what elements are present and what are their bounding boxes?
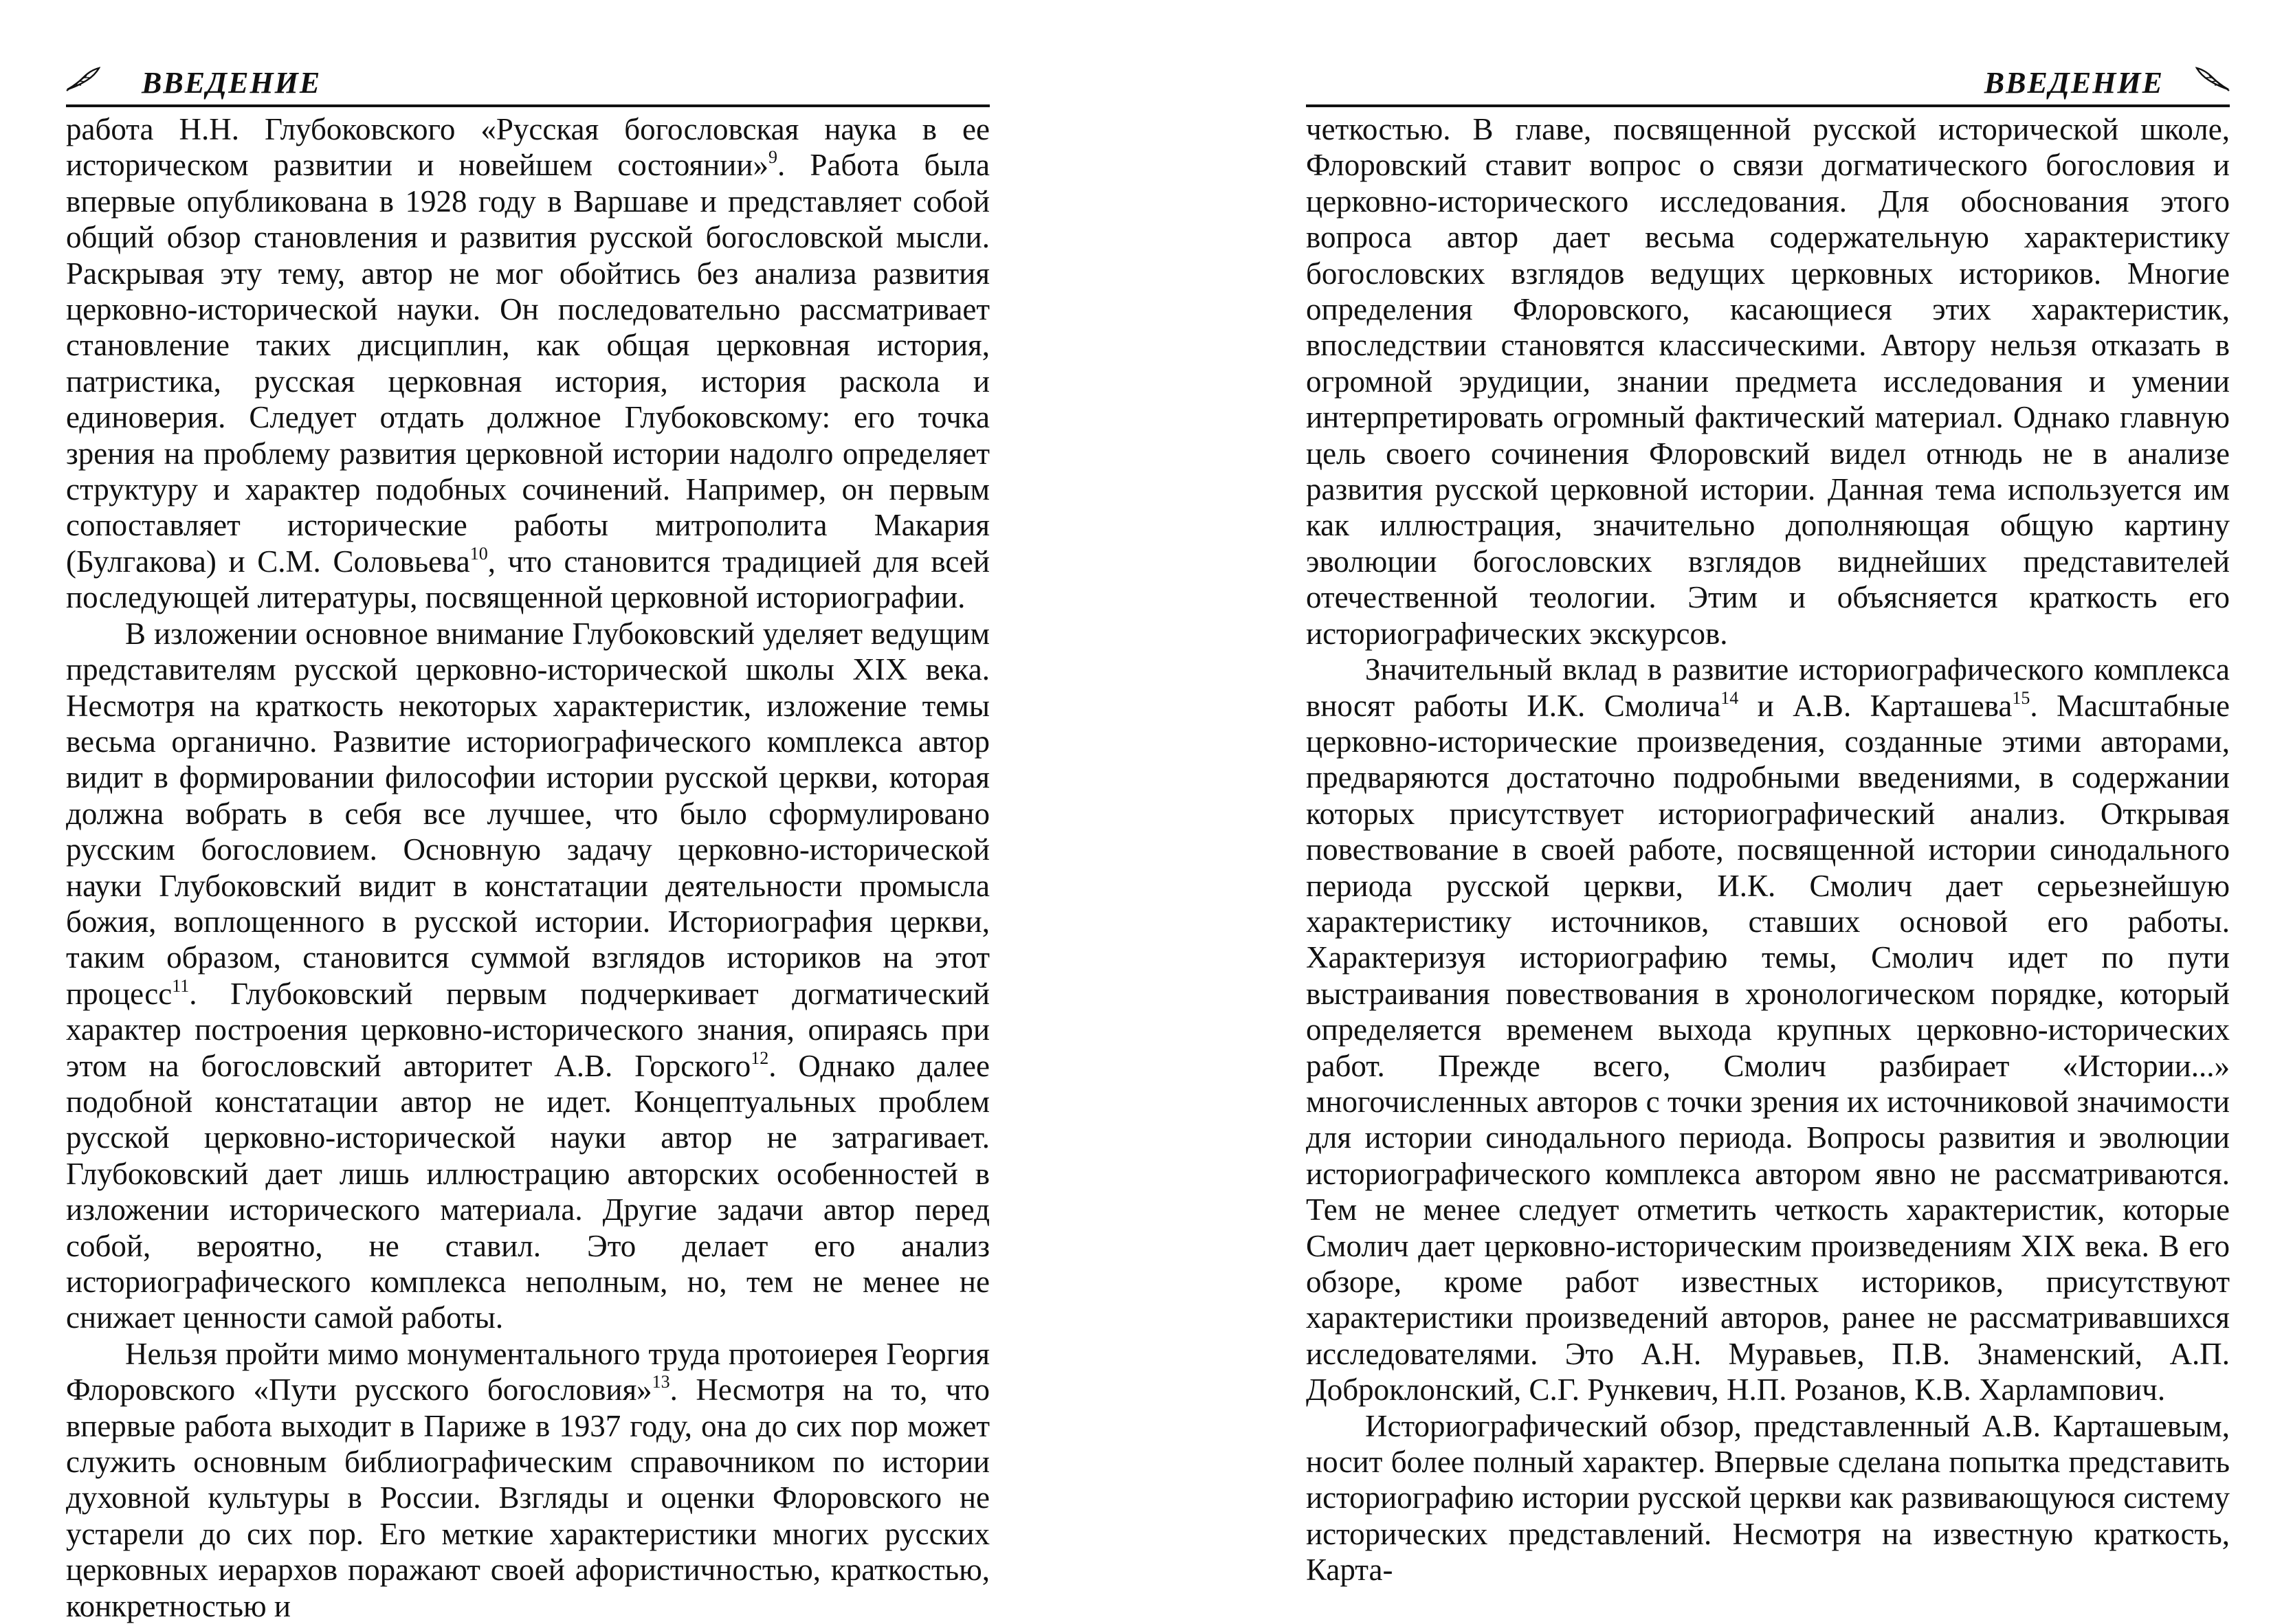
paragraph [66, 111, 990, 616]
paragraph-text: . Несмотря на то, что впервые работа выходит в Париже в 1937 году, она до сих пор может служить основным библиографическим справочником по истории духовной культуры в России. Взгляды и оценки Флоровского не устарели до сих пор. Его меткие характеристики многих русских церковных иерархов поражают своей афористичностью, краткостью, конкретностью и [66, 1372, 990, 1623]
right-body-text [1306, 111, 2230, 1588]
paragraph-text: работа Н.Н. Глубоковского «Русская богословская наука в ее историческом развитии и новейшем состоянии» [66, 112, 990, 183]
left-running-head [66, 60, 990, 107]
paragraph [1306, 652, 2230, 1408]
left-body-text [66, 111, 990, 1624]
paragraph [1306, 111, 2230, 652]
paragraph [66, 1336, 990, 1624]
footnote-marker[interactable]: 13 [652, 1372, 670, 1392]
left-page [66, 60, 990, 1624]
paragraph-text: , что становится традицией для всей последующей литературы, посвященной церковной историографии. [66, 544, 990, 615]
footnote-marker[interactable]: 15 [2012, 687, 2030, 708]
footnote-marker[interactable]: 14 [1720, 687, 1739, 708]
paragraph-text: и А.В. Карташева [1738, 688, 2013, 723]
paragraph-text: В изложении основное внимание Глубоковский уделяет ведущим представителям русской церковно-исторической школы XIX века. Несмотря на краткость некоторых характеристик, изложение темы весьма органично. Развитие историографического комплекса автор видит в формировании философии истории русской церкви, которая должна вобрать в себя все лучшее, что было сформулировано русским богословием. Основную задачу церковно-исторической науки Глубоковский видит в констатации деятельности промысла божия, воплощенного в русской истории. Историография церкви, таким образом, становится суммой взглядов историков на этот процесс [66, 616, 990, 1011]
paragraph-text: . Однако далее подобной констатации автор не идет. Концептуальных проблем русской церковно-исторической науки автор не затрагивает. Глубоковский дает лишь иллюстрацию авторских особенностей в изложении исторического материала. Другие задачи автор перед собой, вероятно, не ставил. Это делает его анализ историографического комплекса неполным, но, тем не менее не снижает ценности самой работы. [66, 1048, 990, 1335]
quill-pen-icon [66, 66, 100, 93]
paragraph [1306, 1408, 2230, 1588]
footnote-marker[interactable]: 11 [172, 975, 190, 996]
footnote-marker[interactable]: 9 [768, 147, 777, 168]
paragraph-text: Нельзя пройти мимо монументального труда протоиерея Георгия Флоровского «Пути русского богословия» [66, 1336, 990, 1408]
paragraph [66, 616, 990, 1336]
footnote-marker[interactable]: 12 [751, 1047, 769, 1068]
running-head-title: ВВЕДЕНИЕ [1984, 65, 2164, 100]
paragraph-text: . Работа была впервые опубликована в 1928 году в Варшаве и представляет собой общий обзор становления и развития русской богословской мысли. Раскрывая эту тему, автор не мог обойтись без анализа развития церковно-исторической науки. Он последовательно рассматривает становление таких дисциплин, как общая церковная история, патристика, русская церковная история, история раскола и единоверия. Следует отдать должное Глубоковскому: его точка зрения на проблему развития церковной истории надолго определяет структуру и характер подобных сочинений. Например, он первым сопоставляет исторические работы митрополита Макария (Булгакова) и С.М. Соловьева [66, 148, 990, 579]
paragraph-text: Историографический обзор, представленный А.В. Карташевым, носит более полный характер. Впервые сделана попытка представить историографию истории русской церкви как развивающуюся систему исторических представлений. Несмотря на известную краткость, Карта- [1306, 1408, 2230, 1588]
right-running-head [1306, 60, 2230, 107]
paragraph-text: . Глубоковский первым подчеркивает догматический характер построения церковно-исторического знания, опираясь при этом на богословский авторитет А.В. Горского [66, 976, 990, 1083]
paragraph-text: четкостью. В главе, посвященной русской исторической школе, Флоровский ставит вопрос о связи догматического богословия и церковно-исторического исследования. Для обоснования этого вопроса автор дает весьма содержательную характеристику богословских взглядов ведущих церковных историков. Многие определения Флоровского, касающиеся этих характеристик, впоследствии становятся классическими. Автору нельзя отказать в огромной эрудиции, знании предмета исследования и умении интерпретировать огромный фактический материал. Однако главную цель своего сочинения Флоровский видел отнюдь не в анализе развития русской церковной истории. Данная тема используется им как иллюстрация, значительно дополняющая общую картину эволюции богословских взглядов виднейших представителей отечественной теологии. Этим и объясняется краткость его историографических экскурсов. [1306, 112, 2230, 651]
paragraph-text: . Масштабные церковно-исторические произведения, созданные этими авторами, предваряются достаточно подробными введениями, в содержании которых присутствует историографический анализ. Открывая повествование в своей работе, посвященной истории синодального периода русской церкви, И.К. Смолич дает серьезнейшую характеристику источников, ставших основой его работы. Характеризуя историографию темы, Смолич идет по пути выстраивания повествования в хронологическом порядке, который определяется временем выхода крупных церковно-исторических работ. Прежде всего, Смолич разбирает «Истории...» многочисленных авторов с точки зрения их источниковой значимости для истории синодального периода. Вопросы развития и эволюции историографического комплекса автором явно не рассматриваются. Тем не менее следует отметить четкость характеристик, которые Смолич дает церковно-историческим произведениям XIX века. В его обзоре, кроме работ известных историков, присутствуют характеристики произведений авторов, ранее не рассматривавшихся исследователями. Это А.Н. Муравьев, П.В. Знаменский, А.П. Доброклонский, С.Г. Рункевич, Н.П. Розанов, К.В. Харлампович. [1306, 688, 2230, 1408]
right-page [1306, 60, 2230, 1588]
running-head-title: ВВЕДЕНИЕ [142, 65, 322, 100]
footnote-marker[interactable]: 10 [469, 543, 488, 564]
paragraph-text: Значительный вклад в развитие историографического комплекса вносят работы И.К. Смолича [1306, 652, 2230, 723]
quill-pen-icon [2195, 66, 2230, 93]
